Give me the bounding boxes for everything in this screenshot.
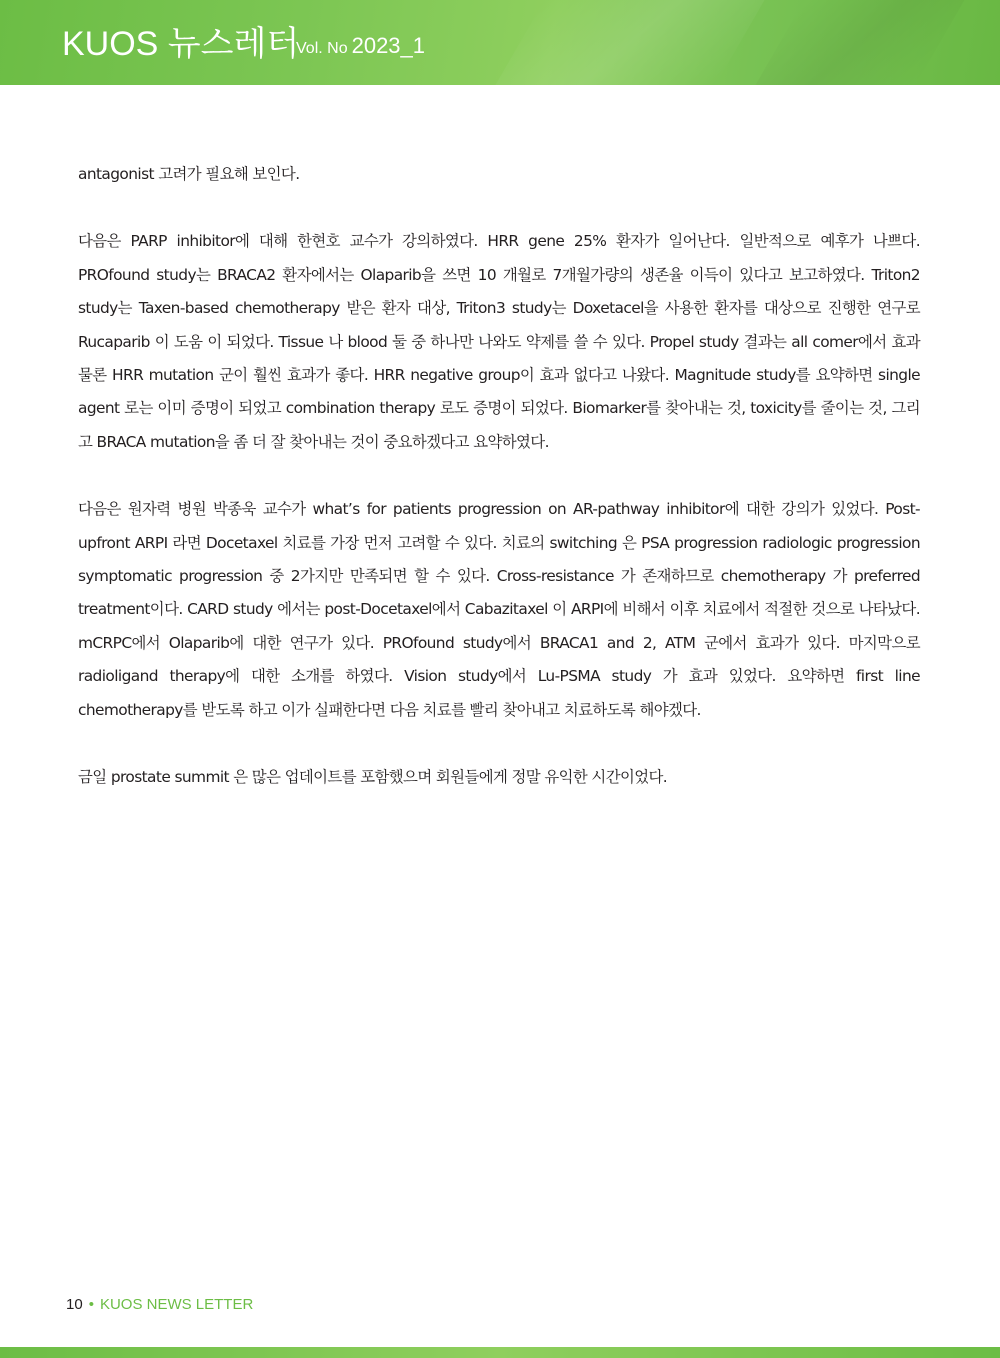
header-banner xyxy=(0,0,1000,85)
paragraph: 다음은 원자력 병원 박종욱 교수가 what’s for patients progression on AR-pathway inhibitor에 대한 강의가 있었다. Post-upfront ARPI 라면 Docetaxel 치료를 가장 먼저 고려할 수 있다. 치료의 switching 은 PSA progression radiologic progression symptomatic progression 중 2가지만 만족되면 할 수 있다. Cross-resistance 가 존재하므로 chemotherapy 가 preferred treatment이다. CARD study 에서는 post-Docetaxel에서 Cabazitaxel 이 ARPI에 비해서 이후 치료에서 적절한 것으로 나타났다. mCRPC에서 Olaparib에 대한 연구가 있다. PROfound study에서 BRACA1 and 2, ATM 군에서 효과가 있다. 마지막으로 radioligand therapy에 대한 소개를 하였다. Vision study에서 Lu-PSMA study 가 효과 있었다. 요약하면 first line chemotherapy를 받도록 하고 이가 실패한다면 다음 치료를 빨리 찾아내고 치료하도록 해야겠다. xyxy=(78,500,920,719)
banner-decoration xyxy=(495,0,764,85)
volume-info xyxy=(296,33,425,59)
volume-label: Vol. No xyxy=(296,40,348,57)
volume-number: 2023_1 xyxy=(351,33,426,58)
page-number: 10 xyxy=(66,1296,83,1313)
footer-separator: • xyxy=(88,1296,94,1313)
footer-bar xyxy=(0,1347,1000,1358)
banner-decoration-2 xyxy=(755,0,964,85)
paragraph: 금일 prostate summit 은 많은 업데이트를 포함했으며 회원들에게 정말 유익한 시간이었다. xyxy=(78,768,668,787)
newsletter-title: KUOS 뉴스레터 xyxy=(62,25,300,63)
article-body xyxy=(78,158,920,829)
publication-name: KUOS NEWS LETTER xyxy=(99,1296,254,1313)
page-footer xyxy=(66,1296,253,1313)
paragraph: antagonist 고려가 필요해 보인다. xyxy=(78,165,300,183)
paragraph: 다음은 PARP inhibitor에 대해 한현호 교수가 강의하였다. HRR gene 25% 환자가 일어난다. 일반적으로 예후가 나쁘다. PROfound study는 BRACA2 환자에서는 Olaparib을 쓰면 10 개월로 7개월가량의 생존율 이득이 있다고 보고하였다. Triton2 study는 Taxen-based chemotherapy 받은 환자 대상, Triton3 study는 Doxetacel을 사용한 환자를 대상으로 진행한 연구로 Rucaparib 이 도움 이 되었다. Tissue 나 blood 둘 중 하나만 나와도 약제를 쓸 수 있다. Propel study 결과는 all comer에서 효과 물론 HRR mutation 군이 훨씬 효과가 좋다. HRR negative group이 효과 없다고 나왔다. Magnitude study를 요약하면 single agent 로는 이미 증명이 되었고 combination therapy 로도 증명이 되었다. Biomarker를 찾아내는 것, toxicity를 줄이는 것, 그리고 BRACA mutation을 좀 더 잘 찾아내는 것이 중요하겠다고 요약하였다. xyxy=(78,232,920,451)
